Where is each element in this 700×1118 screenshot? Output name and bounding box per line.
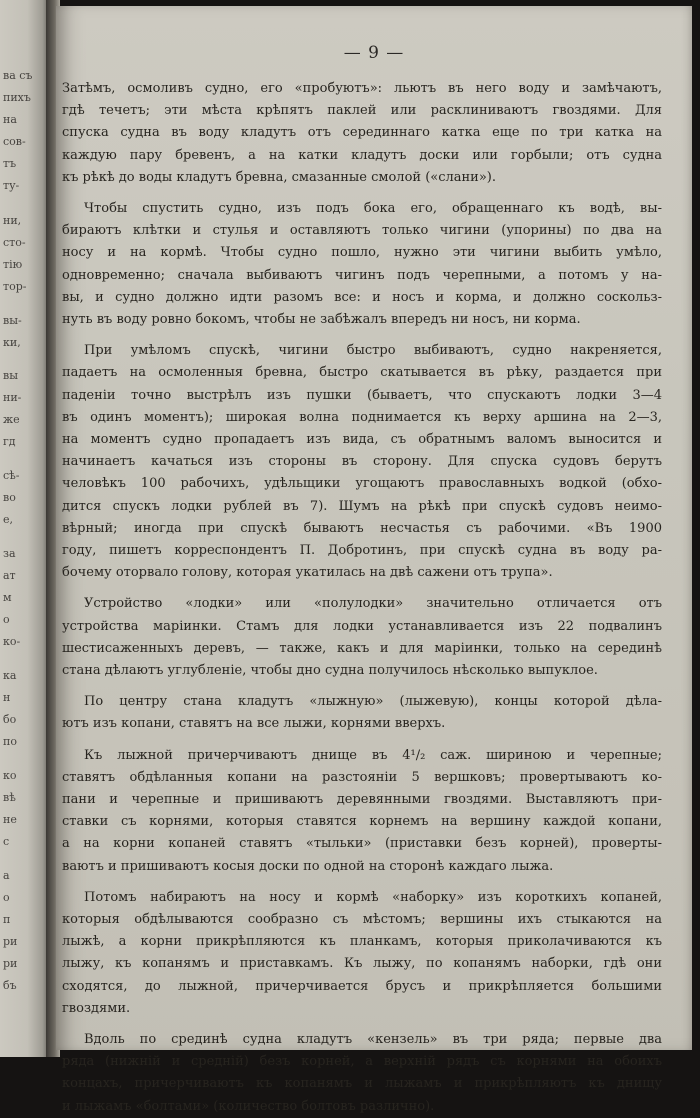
text-line: ставятъ обдѣланныя копани на разстояніи 5 вершковъ; провертываютъ ко-	[62, 770, 662, 785]
text-line: падаетъ на осмоленныя бревна, быстро скатывается въ рѣку, раздается при	[62, 365, 662, 380]
left-page-line: ки,	[3, 336, 21, 349]
text-line: Потомъ набираютъ на носу и кормѣ «наборку» изъ короткихъ копаней,	[84, 890, 662, 905]
text-line: спуска судна въ воду кладутъ отъ серединнаго катка еще по три катка на	[62, 125, 662, 140]
text-line: къ рѣкѣ до воды кладутъ бревна, смазанные смолой («слани»).	[62, 170, 496, 185]
left-page-line: е,	[3, 513, 14, 526]
left-page-line: ко-	[3, 635, 21, 648]
text-line: ваютъ и пришиваютъ косыя доски по одной на сторонѣ каждаго лыжа.	[62, 859, 554, 874]
text-line: концахъ, причерчиваютъ къ копанямъ и лыжамъ и прикрѣпляютъ къ днищу	[62, 1076, 662, 1091]
text-line: ряда (нижній и средній) безъ корней, а верхній рядъ съ корнями на обоихъ	[62, 1054, 662, 1069]
left-page-line: а	[3, 869, 10, 882]
text-line: каждую пару бревенъ, а на катки кладутъ доски или горбыли; отъ судна	[62, 148, 662, 163]
text-line: ютъ изъ копани, ставятъ на все лыжи, корнями вверхъ.	[62, 716, 446, 731]
text-line: человѣкъ 100 рабочихъ, удѣльщики угощаютъ православныхъ водкой (обхо-	[62, 476, 662, 491]
text-line: При умѣломъ спускѣ, чигини быстро выбиваютъ, судно накреняется,	[84, 343, 662, 358]
left-page-line: вы-	[3, 314, 22, 327]
text-line: пани и черепные и пришиваютъ деревянными гвоздями. Выставляютъ при-	[62, 792, 662, 807]
text-line: въ одинъ моментъ); широкая волна поднимается къ верху аршина на 2—3,	[62, 410, 662, 425]
text-line: которыя обдѣлываются сообразно съ мѣстомъ; вершины ихъ стыкаются на	[62, 912, 662, 927]
text-line: Вдоль по срединѣ судна кладутъ «кензель» въ три ряда; первые два	[84, 1032, 662, 1047]
left-page-line: ни,	[3, 214, 22, 227]
left-page-line: ка	[3, 669, 17, 682]
left-page-line: ту-	[3, 179, 20, 192]
left-page-line: м	[3, 591, 12, 604]
text-line: дится спускъ лодки рублей въ 7). Шумъ на рѣкѣ при спускѣ судовъ неимо-	[62, 499, 662, 514]
text-line: паденіи точно выстрѣлъ изъ пушки (бываетъ, что спускаютъ лодки 3—4	[62, 388, 662, 403]
text-line: Къ лыжной причерчиваютъ днище въ 4¹/₂ саж. шириною и черепные;	[84, 748, 662, 763]
text-line: устройства маріинки. Стамъ для лодки устанавливается изъ 22 подвалинъ	[62, 619, 662, 634]
text-line: а на корни копаней ставятъ «тыльки» (приставки безъ корней), проверты-	[62, 836, 662, 851]
text-line: гвоздями.	[62, 1001, 131, 1016]
left-page-line: гд	[3, 435, 16, 448]
left-page-line: не	[3, 813, 17, 826]
text-line: шестисаженныхъ деревъ, — также, какъ и для маріинки, только на серединѣ	[62, 641, 662, 656]
text-line: бочему оторвало голову, которая укатилась на двѣ сажени отъ трупа».	[62, 565, 553, 580]
text-line: Устройство «лодки» или «полулодки» значительно отличается отъ	[84, 596, 662, 611]
left-page-edge	[0, 0, 50, 1057]
text-line: ставки съ корнями, которыя ставятся корнемъ на вершину каждой копани,	[62, 814, 662, 829]
text-line: гдѣ течетъ; эти мѣста крѣпятъ паклей или расклиниваютъ гвоздями. Для	[62, 103, 662, 118]
text-line: лыжу, къ копанямъ и приставкамъ. Къ лыжу, по копанямъ наборки, гдѣ они	[62, 956, 662, 971]
left-page-line: сов-	[3, 135, 26, 148]
text-line: Затѣмъ, осмоливъ судно, его «пробуютъ»: льютъ въ него воду и замѣчаютъ,	[62, 81, 662, 96]
left-page-line: бо	[3, 713, 17, 726]
text-line: Чтобы спустить судно, изъ подъ бока его, обращеннаго къ водѣ, вы-	[84, 201, 662, 216]
left-page-line: о	[3, 613, 10, 626]
left-page-line: ри	[3, 957, 18, 970]
text-line: лыжѣ, а корни прикрѣпляются къ планкамъ, которыя приколачиваются къ	[62, 934, 662, 949]
left-page-line: ат	[3, 569, 16, 582]
left-page-line: вѣ	[3, 791, 16, 804]
left-page-line: по	[3, 735, 17, 748]
page-number: — 9 —	[343, 43, 405, 63]
left-page-line: пихъ	[3, 91, 31, 104]
text-line: По центру стана кладутъ «лыжную» (лыжевую), концы которой дѣла-	[84, 694, 662, 709]
text-line: сходятся, до лыжной, причерчивается брусъ и прикрѣпляется большими	[62, 979, 662, 994]
text-line: нуть въ воду ровно бокомъ, чтобы не забѣжалъ впередъ ни носъ, ни корма.	[62, 312, 581, 327]
left-page-line: бъ	[3, 979, 17, 992]
left-page-line: во	[3, 491, 16, 504]
text-line: году, пишетъ корреспондентъ П. Добротинъ, при спускѣ судна въ воду ра-	[62, 543, 662, 558]
text-line: бираютъ клѣтки и стулья и оставляютъ только чигини (упорины) по два на	[62, 223, 662, 238]
left-page-line: сто-	[3, 236, 26, 249]
left-page-line: на	[3, 113, 17, 126]
text-line: начинаетъ качаться изъ стороны въ сторону. Для спуска судовъ берутъ	[62, 454, 662, 469]
left-page-line: с	[3, 835, 10, 848]
text-line: вы, и судно должно идти разомъ все: и носъ и корма, и должно соскольз-	[62, 290, 662, 305]
right-page	[56, 6, 692, 1114]
text-line: носу и на кормѣ. Чтобы судно пошло, нужно эти чигини выбить умѣло,	[62, 245, 662, 260]
text-line: на моментъ судно пропадаетъ изъ вида, съ обратнымъ валомъ выносится и	[62, 432, 662, 447]
left-page-line: н	[3, 691, 11, 704]
left-page-line: сѣ-	[3, 469, 20, 482]
left-page-line: ни-	[3, 391, 22, 404]
text-line: вѣрный; иногда при спускѣ бываютъ несчастья съ рабочими. «Въ 1900	[62, 521, 662, 536]
left-page-line: о	[3, 891, 10, 904]
left-page-line: вы	[3, 369, 18, 382]
text-line: стана дѣлаютъ углубленіе, чтобы дно судна получилось нѣсколько выпуклое.	[62, 663, 598, 678]
left-page-line: ри	[3, 935, 18, 948]
left-page-line: ко	[3, 769, 17, 782]
left-page-line: тію	[3, 258, 23, 271]
left-page-line: же	[3, 413, 20, 426]
left-page-line: тъ	[3, 157, 17, 170]
text-line: одновременно; сначала выбиваютъ чигинъ подъ черепными, а потомъ у на-	[62, 268, 662, 283]
left-page-line: п	[3, 913, 11, 926]
text-line: и лыжамъ «болтами» (количество болтовъ различно).	[62, 1099, 435, 1114]
left-page-line: за	[3, 547, 16, 560]
left-page-line: тор-	[3, 280, 27, 293]
left-page-line: ва съ	[3, 69, 33, 82]
